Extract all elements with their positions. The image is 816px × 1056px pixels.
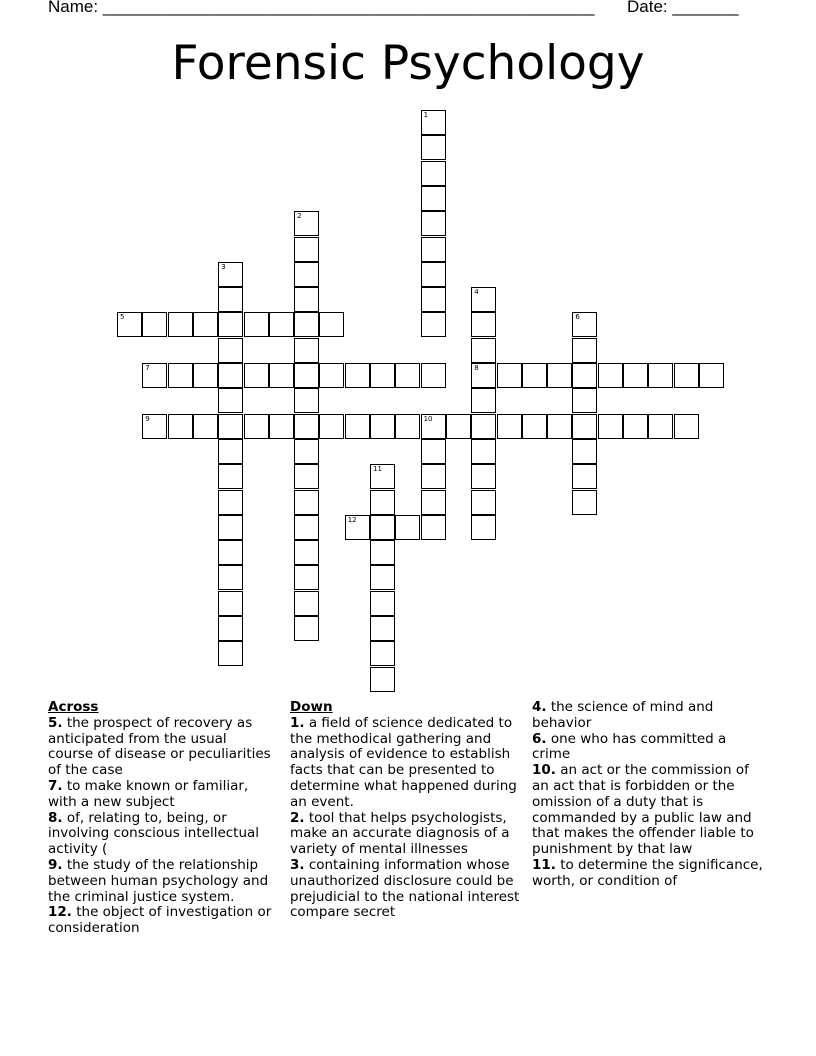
crossword-cell[interactable] bbox=[319, 414, 344, 439]
clue-number-label: 7 bbox=[145, 364, 150, 372]
crossword-cell[interactable] bbox=[522, 414, 547, 439]
crossword-cell[interactable] bbox=[370, 490, 395, 515]
clue-item bbox=[290, 811, 526, 858]
crossword-cell[interactable] bbox=[269, 414, 294, 439]
clue-number: 7. bbox=[48, 777, 63, 794]
down-heading: Down bbox=[290, 699, 333, 715]
clue-number: 1. bbox=[290, 714, 305, 731]
clue-number-label: 10 bbox=[423, 414, 433, 423]
across-heading: Across bbox=[48, 699, 99, 715]
crossword-cell[interactable] bbox=[471, 338, 496, 363]
crossword-cell[interactable] bbox=[572, 388, 597, 413]
clue-text: one who has committed a crime bbox=[532, 730, 727, 763]
crossword-cell[interactable] bbox=[471, 490, 496, 515]
page-title: Forensic Psychology bbox=[171, 36, 645, 91]
crossword-cell[interactable] bbox=[294, 414, 319, 439]
crossword-cell[interactable] bbox=[218, 591, 243, 616]
clue-number-label: 12 bbox=[347, 515, 357, 524]
clue-number-label: 8 bbox=[474, 364, 479, 372]
crossword-cell[interactable] bbox=[421, 186, 446, 211]
crossword-cell[interactable] bbox=[370, 540, 395, 565]
crossword-cell[interactable] bbox=[193, 414, 218, 439]
clue-item bbox=[290, 716, 526, 811]
crossword-cell[interactable] bbox=[623, 363, 648, 388]
clue-number: 6. bbox=[532, 730, 547, 747]
crossword-cell[interactable] bbox=[218, 490, 243, 515]
clue-text: the science of mind and behavior bbox=[532, 699, 714, 731]
clue-item bbox=[48, 716, 276, 779]
clues-column-2 bbox=[290, 700, 526, 921]
crossword-cell[interactable] bbox=[572, 312, 597, 337]
crossword-cell[interactable] bbox=[193, 312, 218, 337]
clue-number: 8. bbox=[48, 809, 63, 826]
clue-number: 2. bbox=[290, 809, 305, 826]
crossword-cell[interactable] bbox=[218, 262, 243, 287]
crossword-cell[interactable] bbox=[142, 312, 167, 337]
crossword-cell[interactable] bbox=[572, 439, 597, 464]
crossword-cell[interactable] bbox=[269, 363, 294, 388]
crossword-cell[interactable] bbox=[218, 464, 243, 489]
clue-number: 4. bbox=[532, 699, 547, 715]
crossword-cell[interactable] bbox=[370, 667, 395, 692]
clue-text: an act or the commission of an act that is forbidden or the omission of a duty that is commanded by a public law and that makes the offender liable to punishment by that law bbox=[532, 762, 754, 858]
clue-number-label: 4 bbox=[474, 288, 479, 297]
crossword-cell[interactable] bbox=[294, 338, 319, 363]
crossword-cell[interactable] bbox=[294, 439, 319, 464]
crossword-cell[interactable] bbox=[497, 414, 522, 439]
crossword-cell[interactable] bbox=[471, 388, 496, 413]
clue-item bbox=[290, 858, 526, 921]
crossword-cell[interactable] bbox=[294, 211, 319, 236]
clue-text: to make known or familiar, with a new subject bbox=[48, 777, 249, 810]
crossword-cell[interactable] bbox=[370, 641, 395, 666]
crossword-cell[interactable] bbox=[421, 490, 446, 515]
clue-number-label: 2 bbox=[297, 212, 302, 221]
across-clue-list bbox=[48, 716, 276, 937]
date-line: _______ bbox=[672, 0, 739, 16]
crossword-cell[interactable] bbox=[218, 338, 243, 363]
clue-text: the prospect of recovery as anticipated from the usual course of disease or peculiarities of the case bbox=[48, 714, 271, 779]
crossword-cell[interactable] bbox=[598, 414, 623, 439]
clue-number: 10. bbox=[532, 762, 556, 779]
crossword-cell[interactable] bbox=[294, 490, 319, 515]
clue-item bbox=[532, 732, 768, 764]
crossword-cell[interactable] bbox=[421, 464, 446, 489]
crossword-cell[interactable] bbox=[319, 312, 344, 337]
crossword-cell[interactable] bbox=[421, 439, 446, 464]
crossword-cell[interactable] bbox=[471, 312, 496, 337]
clue-number-label: 3 bbox=[221, 262, 226, 271]
clue-number: 5. bbox=[48, 714, 63, 731]
crossword-cell[interactable] bbox=[471, 515, 496, 540]
crossword-cell[interactable] bbox=[294, 312, 319, 337]
crossword-cell[interactable] bbox=[497, 363, 522, 388]
crossword-cell[interactable] bbox=[674, 363, 699, 388]
crossword-cell[interactable] bbox=[294, 237, 319, 262]
clue-text: of, relating to, being, or involving conscious intellectual activity ( bbox=[48, 809, 260, 858]
clue-number-label: 11 bbox=[373, 465, 382, 474]
crossword-cell[interactable] bbox=[218, 414, 243, 439]
crossword-cell[interactable] bbox=[269, 312, 294, 337]
crossword-cell[interactable] bbox=[218, 641, 243, 666]
clue-item bbox=[48, 858, 276, 905]
clue-number-label: 5 bbox=[120, 313, 125, 322]
crossword-cell[interactable] bbox=[471, 464, 496, 489]
crossword-cell[interactable] bbox=[421, 312, 446, 337]
clues-column-3 bbox=[532, 700, 768, 890]
crossword-cell[interactable] bbox=[244, 363, 269, 388]
crossword-cell[interactable] bbox=[218, 312, 243, 337]
crossword-cell[interactable] bbox=[218, 439, 243, 464]
crossword-cell[interactable] bbox=[421, 135, 446, 160]
crossword-cell[interactable] bbox=[345, 363, 370, 388]
crossword-cell[interactable] bbox=[572, 464, 597, 489]
crossword-cell[interactable] bbox=[117, 312, 142, 337]
crossword-cell[interactable] bbox=[168, 312, 193, 337]
clue-text: containing information whose unauthorized disclosure could be prejudicial to the national interest compare secret bbox=[290, 856, 520, 921]
crossword-cell[interactable] bbox=[648, 414, 673, 439]
crossword-cell[interactable] bbox=[522, 363, 547, 388]
crossword-cell[interactable] bbox=[294, 464, 319, 489]
clue-item bbox=[48, 905, 276, 937]
clue-text: to determine the significance, worth, or condition of bbox=[532, 856, 763, 889]
crossword-cell[interactable] bbox=[648, 363, 673, 388]
crossword-cell[interactable] bbox=[471, 363, 496, 388]
clue-item bbox=[48, 779, 276, 811]
down-clue-list bbox=[290, 716, 526, 921]
crossword-cell[interactable] bbox=[421, 211, 446, 236]
clue-number: 9. bbox=[48, 856, 63, 873]
clue-item bbox=[532, 763, 768, 858]
crossword-cell[interactable] bbox=[572, 363, 597, 388]
crossword-cell[interactable] bbox=[572, 490, 597, 515]
crossword-cell[interactable] bbox=[319, 363, 344, 388]
crossword-cell[interactable] bbox=[218, 565, 243, 590]
crossword-cell[interactable] bbox=[395, 363, 420, 388]
crossword-cell[interactable] bbox=[294, 515, 319, 540]
clue-item bbox=[532, 858, 768, 890]
crossword-cell[interactable] bbox=[218, 363, 243, 388]
crossword-cell[interactable] bbox=[471, 439, 496, 464]
clue-number-label: 6 bbox=[575, 313, 580, 322]
crossword-cell[interactable] bbox=[421, 237, 446, 262]
crossword-cell[interactable] bbox=[370, 414, 395, 439]
crossword-cell[interactable] bbox=[218, 540, 243, 565]
crossword-cell[interactable] bbox=[471, 414, 496, 439]
crossword-cell[interactable] bbox=[572, 414, 597, 439]
crossword-cell[interactable] bbox=[168, 414, 193, 439]
name-line: ____________________________________________________ bbox=[102, 0, 595, 16]
date-label: Date: bbox=[627, 0, 668, 16]
crossword-cell[interactable] bbox=[572, 338, 597, 363]
crossword-cell[interactable] bbox=[370, 363, 395, 388]
clue-text: the object of investigation or consideration bbox=[48, 904, 272, 937]
clue-number: 12. bbox=[48, 904, 72, 921]
clue-item bbox=[532, 700, 768, 732]
crossword-cell[interactable] bbox=[421, 414, 446, 439]
crossword-cell[interactable] bbox=[370, 565, 395, 590]
clue-number: 11. bbox=[532, 856, 556, 873]
clue-text: the study of the relationship between human psychology and the criminal justice system. bbox=[48, 856, 269, 905]
clue-number: 3. bbox=[290, 856, 305, 873]
crossword-cell[interactable] bbox=[294, 616, 319, 641]
crossword-cell[interactable] bbox=[395, 515, 420, 540]
down-clue-list-continued bbox=[532, 700, 768, 890]
crossword-cell[interactable] bbox=[218, 287, 243, 312]
crossword-cell[interactable] bbox=[421, 161, 446, 186]
crossword-cell[interactable] bbox=[421, 515, 446, 540]
crossword-cell[interactable] bbox=[421, 110, 446, 135]
crossword-cell[interactable] bbox=[370, 464, 395, 489]
crossword-cell[interactable] bbox=[547, 363, 572, 388]
crossword-cell[interactable] bbox=[370, 591, 395, 616]
crossword-cell[interactable] bbox=[674, 414, 699, 439]
crossword-cell[interactable] bbox=[294, 540, 319, 565]
crossword-cell[interactable] bbox=[421, 262, 446, 287]
crossword-cell[interactable] bbox=[421, 363, 446, 388]
crossword-cell[interactable] bbox=[370, 616, 395, 641]
clue-text: tool that helps psychologists, make an accurate diagnosis of a variety of mental illnesses bbox=[290, 809, 510, 858]
crossword-cell[interactable] bbox=[370, 515, 395, 540]
crossword-cell[interactable] bbox=[421, 287, 446, 312]
crossword-cell[interactable] bbox=[218, 616, 243, 641]
crossword-cell[interactable] bbox=[294, 591, 319, 616]
crossword-cell[interactable] bbox=[294, 388, 319, 413]
crossword-cell[interactable] bbox=[142, 363, 167, 388]
crossword-cell[interactable] bbox=[598, 363, 623, 388]
crossword-cell[interactable] bbox=[244, 414, 269, 439]
crossword-cell[interactable] bbox=[446, 414, 471, 439]
crossword-cell[interactable] bbox=[218, 515, 243, 540]
clue-number-label: 1 bbox=[423, 111, 429, 119]
crossword-cell[interactable] bbox=[193, 363, 218, 388]
clue-item bbox=[48, 811, 276, 858]
crossword-cell[interactable] bbox=[294, 565, 319, 590]
crossword-cell[interactable] bbox=[168, 363, 193, 388]
crossword-cell[interactable] bbox=[345, 414, 370, 439]
crossword-cell[interactable] bbox=[471, 287, 496, 312]
crossword-cell[interactable] bbox=[699, 363, 724, 388]
clue-text: a field of science dedicated to the methodical gathering and analysis of evidence to establish facts that can be presented to determine what happened during an event. bbox=[290, 714, 517, 810]
name-label: Name: bbox=[48, 0, 99, 16]
clue-number-label: 9 bbox=[145, 414, 150, 423]
crossword-cell[interactable] bbox=[395, 414, 420, 439]
crossword-cell[interactable] bbox=[244, 312, 269, 337]
crossword-cell[interactable] bbox=[294, 363, 319, 388]
crossword-cell[interactable] bbox=[623, 414, 648, 439]
crossword-cell[interactable] bbox=[218, 388, 243, 413]
crossword-cell[interactable] bbox=[547, 414, 572, 439]
crossword-cell[interactable] bbox=[294, 262, 319, 287]
crossword-cell[interactable] bbox=[142, 414, 167, 439]
crossword-cell[interactable] bbox=[345, 515, 370, 540]
clues-column-1 bbox=[48, 700, 276, 937]
crossword-cell[interactable] bbox=[294, 287, 319, 312]
